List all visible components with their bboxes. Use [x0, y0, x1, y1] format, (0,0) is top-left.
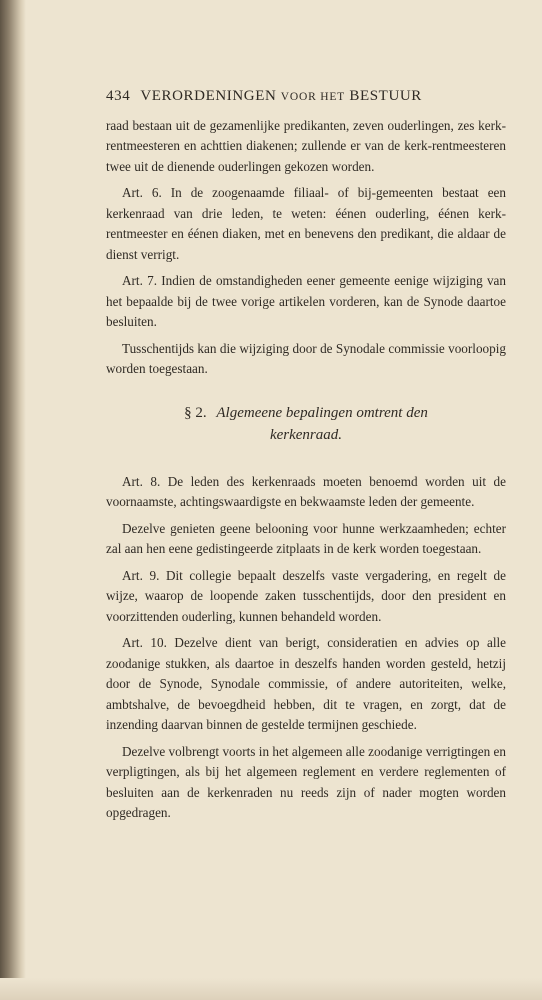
- header-title: [140, 86, 422, 108]
- page-bottom-shadow: [0, 978, 542, 1000]
- section-mark: § 2.: [184, 404, 207, 421]
- section-title-line2: kerkenraad.: [269, 426, 343, 443]
- section-heading: [106, 402, 506, 446]
- page-text: [106, 86, 506, 830]
- paragraph: Tusschentijds kan die wijziging door de Synodale commissie voorloopig worden toegestaan.: [106, 340, 506, 376]
- paragraph: Dezelve volbrengt voorts in het algemeen alle zoodanige verrigtingen en verpligtingen, als bij het algemeen reglement en verdere reglementen of besluiten aan de kerkenraden nu reeds zijn of nader mogten worden opgedragen.: [106, 743, 506, 820]
- paragraph-art-7: Art. 7. Indien de omstandigheden eener gemeente eenige wijziging van het bepaalde bij de twee vorige artikelen vorderen, kan de Synode daartoe besluiten.: [106, 273, 506, 329]
- running-header: [106, 86, 506, 108]
- paragraph: raad bestaan uit de gezamenlijke predikanten, zeven ouderlingen, zes kerk-rentmeesteren en achttien diakenen; zullende er van de kerk-rentmeesteren twee uit de dienende ouderlingen gekozen worden.: [106, 117, 506, 174]
- header-title-end: BESTUUR: [349, 88, 422, 104]
- header-title-main: VERORDENINGEN: [140, 88, 277, 104]
- header-title-small: VOOR HET: [280, 91, 346, 103]
- paragraph-art-6: Art. 6. In de zoogenaamde filiaal- of bij-gemeenten bestaat een kerkenraad van drie leden, te weten: éénen ouderling, éénen kerk-rentmeester en éénen diaken, met en benevens den predikant, die aldaar de dienst verrigt.: [106, 185, 506, 262]
- paragraph: Dezelve genieten geene belooning voor hunne werkzaamheden; echter zal aan hen eene gedistingeerde zitplaats in de kerk worden toegestaan.: [106, 520, 506, 556]
- paragraph-art-10: Art. 10. Dezelve dient van berigt, consideratien en advies op alle zoodanige stukken, als daartoe in deszelfs handen worden gesteld, hetzij door de Synode, Synodale commissie, of andere autoriteiten, welke, ambtshalve, de bevoegdheid hebben, dit te vragen, en zorgt, dat de inzending daarvan binnen de gestelde termijnen geschiede.: [106, 635, 506, 732]
- paragraph-art-8: Art. 8. De leden des kerkenraads moeten benoemd worden uit de voornaamste, achtingswaardigste en bekwaamste leden der gemeente.: [106, 473, 506, 509]
- section-title-line1: Algemeene bepalingen omtrent den: [216, 404, 428, 421]
- paragraph-art-9: Art. 9. Dit collegie bepaalt deszelfs vaste vergadering, en regelt de wijze, waarop de loopende zaken tusschentijds, door den president en voorzittenden ouderling, kunnen behandeld worden.: [106, 567, 506, 624]
- page-number: 434: [106, 88, 131, 104]
- page-gutter-shadow: [0, 0, 26, 1000]
